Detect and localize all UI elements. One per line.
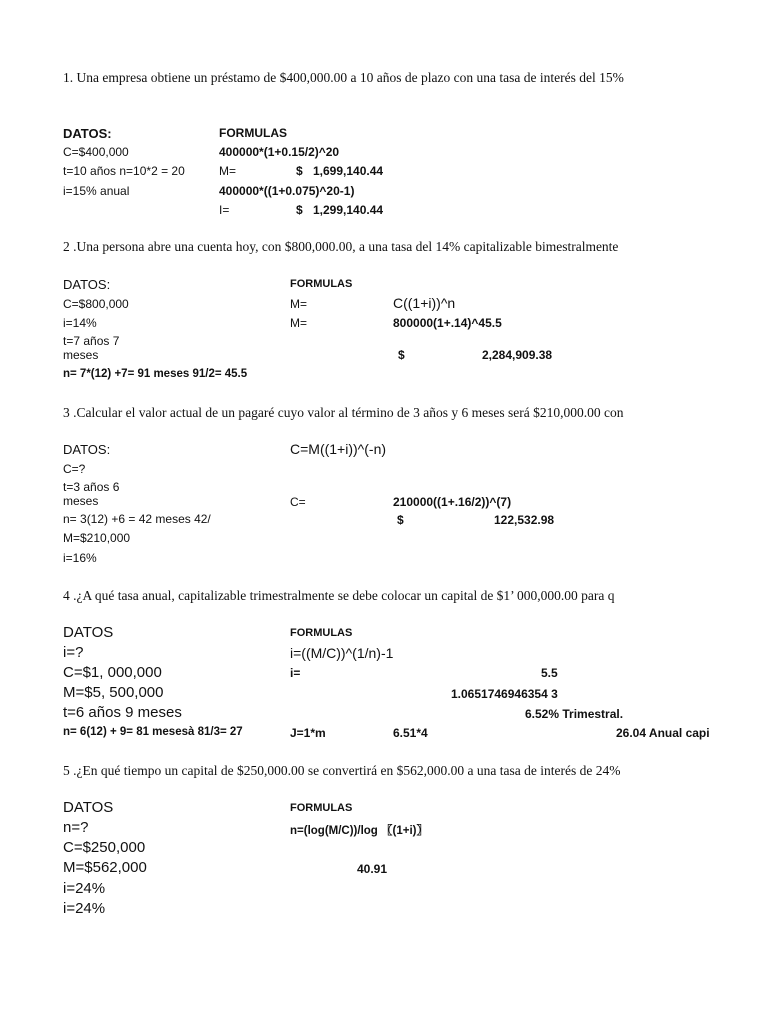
q2-formula-applied: 800000(1+.14)^45.5: [393, 316, 502, 330]
q2-datos-c: C=$800,000: [63, 297, 129, 311]
q5-datos-n: n=?: [63, 819, 89, 836]
question-2: 2 .Una persona abre una cuenta hoy, con $800,000.00, a una tasa del 14% capitalizable bimestralmente: [63, 239, 619, 254]
q4-root-value: 1.0651746946354 3: [451, 687, 558, 701]
q1-formula-i: 400000*((1+0.075)^20-1): [219, 184, 355, 198]
question-5: 5 .¿En qué tiempo un capital de $250,000.00 se convertirá en $562,000.00 a una tasa de interés de 24%: [63, 763, 621, 778]
q1-datos-c: C=$400,000: [63, 145, 129, 159]
q5-result-value: 40.91: [357, 862, 388, 876]
q4-datos-c: C=$1, 000,000: [63, 664, 162, 681]
q4-rate-anual: 26.04 Anual capi: [616, 726, 710, 740]
q3-datos-n: n= 3(12) +6 = 42 meses 42/: [63, 512, 211, 526]
q3-datos-i: i=16%: [63, 551, 97, 565]
q2-datos-header: DATOS:: [63, 277, 111, 292]
q4-j-label: J=1*m: [290, 726, 326, 740]
q3-datos-header: DATOS:: [63, 442, 111, 457]
q5-datos-m: M=$562,000: [63, 859, 147, 876]
q2-datos-t: t=7 años 7: [63, 334, 120, 348]
q3-result-value: 122,532.98: [494, 513, 555, 527]
question-3: 3 .Calcular el valor actual de un pagaré cuyo valor al término de 3 años y 6 meses será $210,000.00 con: [63, 405, 624, 420]
q4-j-formula: 6.51*4: [393, 726, 428, 740]
question-1: 1. Una empresa obtiene un préstamo de $400,000.00 a 10 años de plazo con una tasa de interés del 15%: [63, 70, 624, 85]
q5-datos-i-2: i=24%: [63, 900, 106, 917]
q5-formula-general: n=(log(M/C))/log 〖(1+i)〗: [290, 825, 428, 837]
q1-formula-m: 400000*(1+0.15/2)^20: [219, 145, 340, 159]
q3-formula-applied: 210000((1+.16/2))^(7): [393, 495, 512, 509]
q1-m-label: M=: [219, 164, 237, 178]
q1-datos-t: t=10 años n=10*2 = 20: [63, 164, 185, 178]
q3-datos-t: t=3 años 6: [63, 480, 120, 494]
q4-datos-i: i=?: [63, 644, 84, 661]
q4-datos-header: DATOS: [63, 624, 114, 641]
q3-c-label: C=: [290, 495, 306, 509]
q4-datos-n: n= 6(12) + 9= 81 mesesà 81/3= 27: [63, 726, 243, 738]
q2-formula-general: C((1+i))^n: [393, 295, 456, 311]
q2-datos-t-meses: meses: [63, 348, 99, 362]
q5-datos-c: C=$250,000: [63, 839, 146, 856]
q4-datos-m: M=$5, 500,000: [63, 684, 164, 701]
q2-datos-i: i=14%: [63, 316, 97, 330]
q4-datos-t: t=6 años 9 meses: [63, 704, 182, 721]
q3-formula-general: C=M((1+i))^(-n): [290, 441, 387, 457]
q1-formulas-header: FORMULAS: [219, 126, 287, 140]
q3-result-currency: $: [397, 513, 404, 527]
q2-result-currency: $: [398, 348, 405, 362]
q2-result-value: 2,284,909.38: [482, 348, 553, 362]
q3-datos-t-meses: meses: [63, 494, 99, 508]
q1-i-value: 1,299,140.44: [313, 203, 384, 217]
q4-formula-general: i=((M/C))^(1/n)-1: [290, 645, 394, 661]
q3-datos-c: C=?: [63, 462, 86, 476]
question-4: 4 .¿A qué tasa anual, capitalizable trimestralmente se debe colocar un capital de $1’ 000,000.00 para q: [63, 588, 615, 603]
q3-datos-m: M=$210,000: [63, 531, 131, 545]
q5-datos-i-1: i=24%: [63, 880, 106, 897]
q1-datos-header: DATOS:: [63, 126, 112, 141]
q4-i-label: i=: [290, 666, 301, 680]
q4-ratio-value: 5.5: [541, 666, 558, 680]
q4-rate-trimestral: 6.52% Trimestral.: [525, 707, 624, 721]
q1-i-label: I=: [219, 203, 230, 217]
q1-m-currency: $: [296, 164, 303, 178]
q2-m-label-1: M=: [290, 297, 308, 311]
q4-formulas-header: FORMULAS: [290, 627, 353, 639]
q2-datos-n: n= 7*(12) +7= 91 meses 91/2= 45.5: [63, 368, 248, 380]
q2-formulas-header: FORMULAS: [290, 278, 353, 290]
q1-datos-i: i=15% anual: [63, 184, 130, 198]
q2-m-label-2: M=: [290, 316, 308, 330]
q5-formulas-header: FORMULAS: [290, 802, 353, 814]
q5-datos-header: DATOS: [63, 799, 114, 816]
q1-i-currency: $: [296, 203, 303, 217]
q1-m-value: 1,699,140.44: [313, 164, 384, 178]
